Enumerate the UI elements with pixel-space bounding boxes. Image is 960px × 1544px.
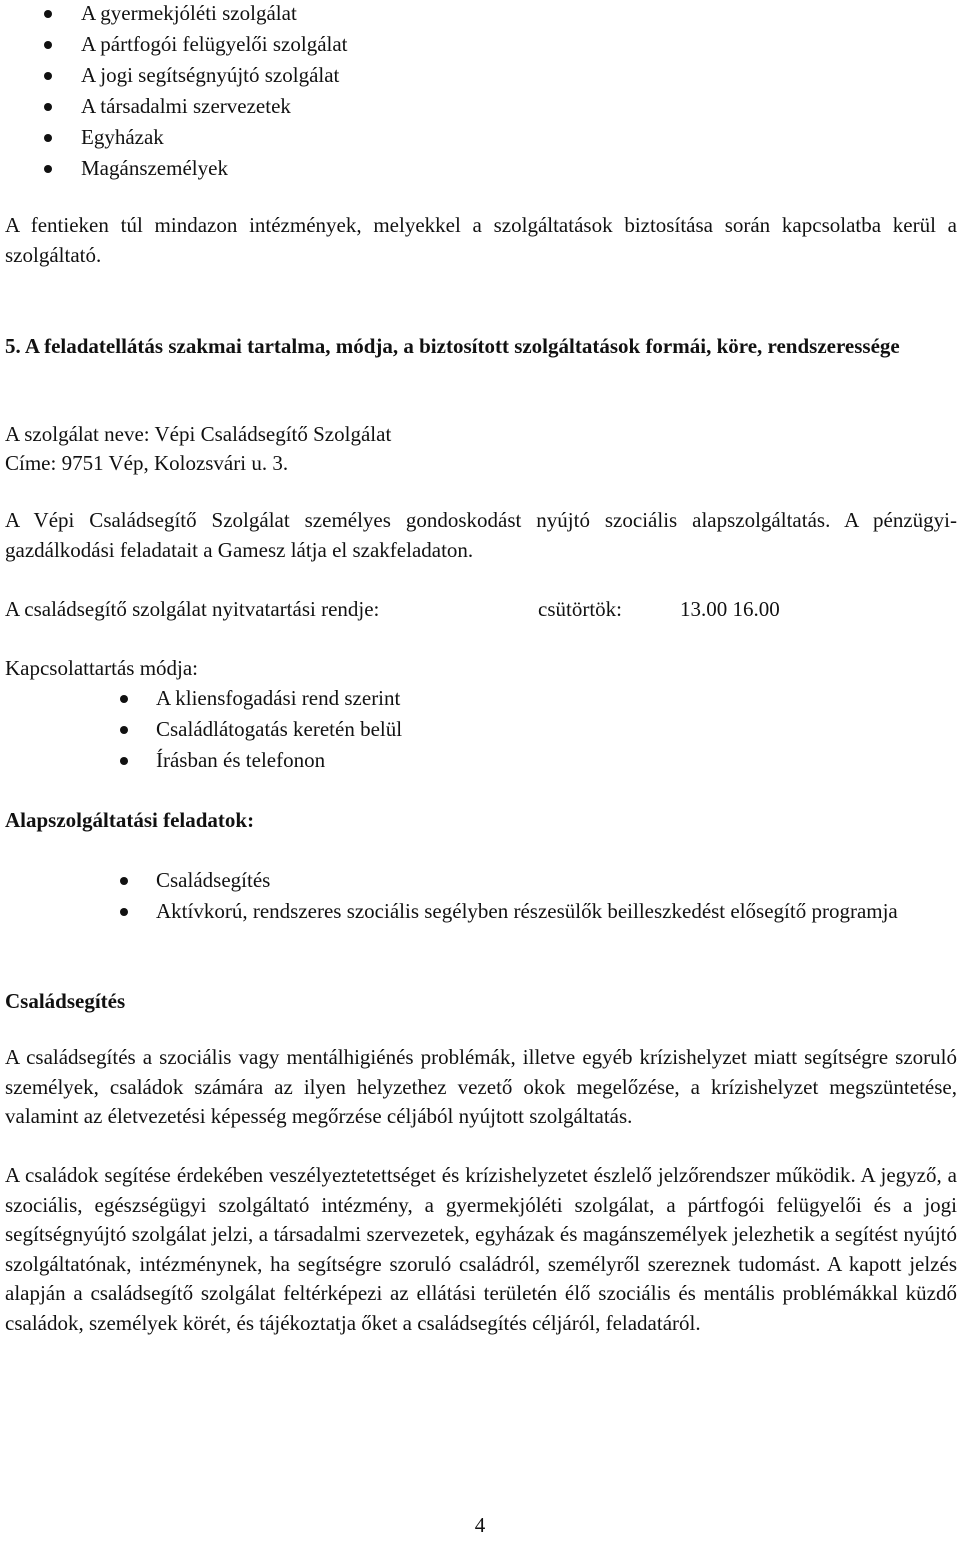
- page-number: 4: [474, 1513, 486, 1537]
- list-item: [81, 60, 348, 91]
- list-item-text: A kliensfogadási rend szerint: [156, 686, 401, 710]
- family-support-paragraph-2: A családok segítése érdekében veszélyeztetettséget és krízishelyzetet észlelő jelzőrendszer működik. A jegyző, a szociális, egészségügyi szolgáltató intézmény, a gyermekjóléti szolgálat, a pártfogói felügyelői és a jogi segítségnyújtó szolgálat jelzi, a társadalmi szervezetek, egyházak és magánszemélyek jelezhetik a segítést nyújtó szolgáltatónak, intézménynek, ha segítségre szoruló családról, személyről szereznek tudomást. A kapott jelzés alapján a családsegítő szolgálat feltérképezi az ellátási területén élő szociális és mentális problémákkal küzdő családok, személyek körét, és tájékoztatja őket a családsegítés céljáról, feladatáról.: [5, 1163, 957, 1335]
- list-item: [81, 0, 348, 29]
- bullet-icon: [120, 695, 128, 703]
- list-item: [156, 683, 402, 714]
- service-description: A Vépi Családsegítő Szolgálat személyes gondoskodást nyújtó szociális alapszolgáltatás. A pénzügyi-gazdálkodási feladatait a Gamesz látja el szakfeladaton.: [5, 508, 957, 562]
- basic-tasks-heading: Alapszolgáltatási feladatok:: [5, 808, 255, 832]
- opening-hours-day: csütörtök:: [538, 597, 622, 621]
- service-address: Címe: 9751 Vép, Kolozsvári u. 3.: [5, 451, 289, 475]
- list-item: [81, 122, 348, 153]
- list-item-text: Családsegítés: [156, 868, 271, 892]
- bullet-icon: [44, 10, 52, 18]
- list-item: [156, 865, 956, 896]
- intro-paragraph: A fentieken túl mindazon intézmények, melyekkel a szolgáltatások biztosítása során kapcsolatba kerül a szolgáltató.: [5, 213, 957, 267]
- bullet-icon: [120, 877, 128, 885]
- list-item: [156, 896, 956, 958]
- recipient-list: [81, 0, 348, 184]
- bullet-icon: [44, 103, 52, 111]
- bullet-icon: [44, 165, 52, 173]
- section-heading: 5. A feladatellátás szakmai tartalma, módja, a biztosított szolgáltatások formái, köre, rendszeressége: [5, 334, 900, 358]
- list-item-text: Egyházak: [81, 125, 164, 149]
- family-support-heading: Családsegítés: [5, 989, 126, 1013]
- list-item: [156, 745, 402, 776]
- bullet-icon: [120, 757, 128, 765]
- list-item-text: A társadalmi szervezetek: [81, 94, 291, 118]
- bullet-icon: [44, 134, 52, 142]
- bullet-icon: [44, 41, 52, 49]
- contact-label: Kapcsolattartás módja:: [5, 656, 199, 680]
- bullet-icon: [120, 726, 128, 734]
- bullet-icon: [44, 72, 52, 80]
- list-item-text: Magánszemélyek: [81, 156, 228, 180]
- service-name: A szolgálat neve: Vépi Családsegítő Szolgálat: [5, 422, 392, 446]
- family-support-paragraph-1: A családsegítés a szociális vagy mentálhigiénés problémák, illetve egyéb krízishelyzet miatt segítségre szoruló személyek, családok számára az ilyen helyzethez vezető okok megelőzése, a krízishelyzet megszüntetése, valamint az életvezetési képesség megőrzése céljából nyújtott szolgáltatás.: [5, 1045, 957, 1128]
- contact-list: [156, 683, 402, 776]
- list-item-text: Aktívkorú, rendszeres szociális segélyben részesülők beilleszkedést elősegítő programja: [156, 899, 898, 923]
- list-item-text: Családlátogatás keretén belül: [156, 717, 403, 741]
- list-item-text: A jogi segítségnyújtó szolgálat: [81, 63, 340, 87]
- basic-tasks-list: [156, 865, 956, 958]
- opening-hours-time: 13.00 16.00: [680, 597, 780, 621]
- list-item-text: A gyermekjóléti szolgálat: [81, 1, 297, 25]
- list-item: [156, 714, 402, 745]
- bullet-icon: [120, 908, 128, 916]
- list-item: [81, 91, 348, 122]
- list-item: [81, 29, 348, 60]
- opening-hours-label: A családsegítő szolgálat nyitvatartási rendje:: [5, 597, 380, 621]
- list-item: [81, 153, 348, 184]
- list-item-text: Írásban és telefonon: [156, 748, 326, 772]
- list-item-text: A pártfogói felügyelői szolgálat: [81, 32, 348, 56]
